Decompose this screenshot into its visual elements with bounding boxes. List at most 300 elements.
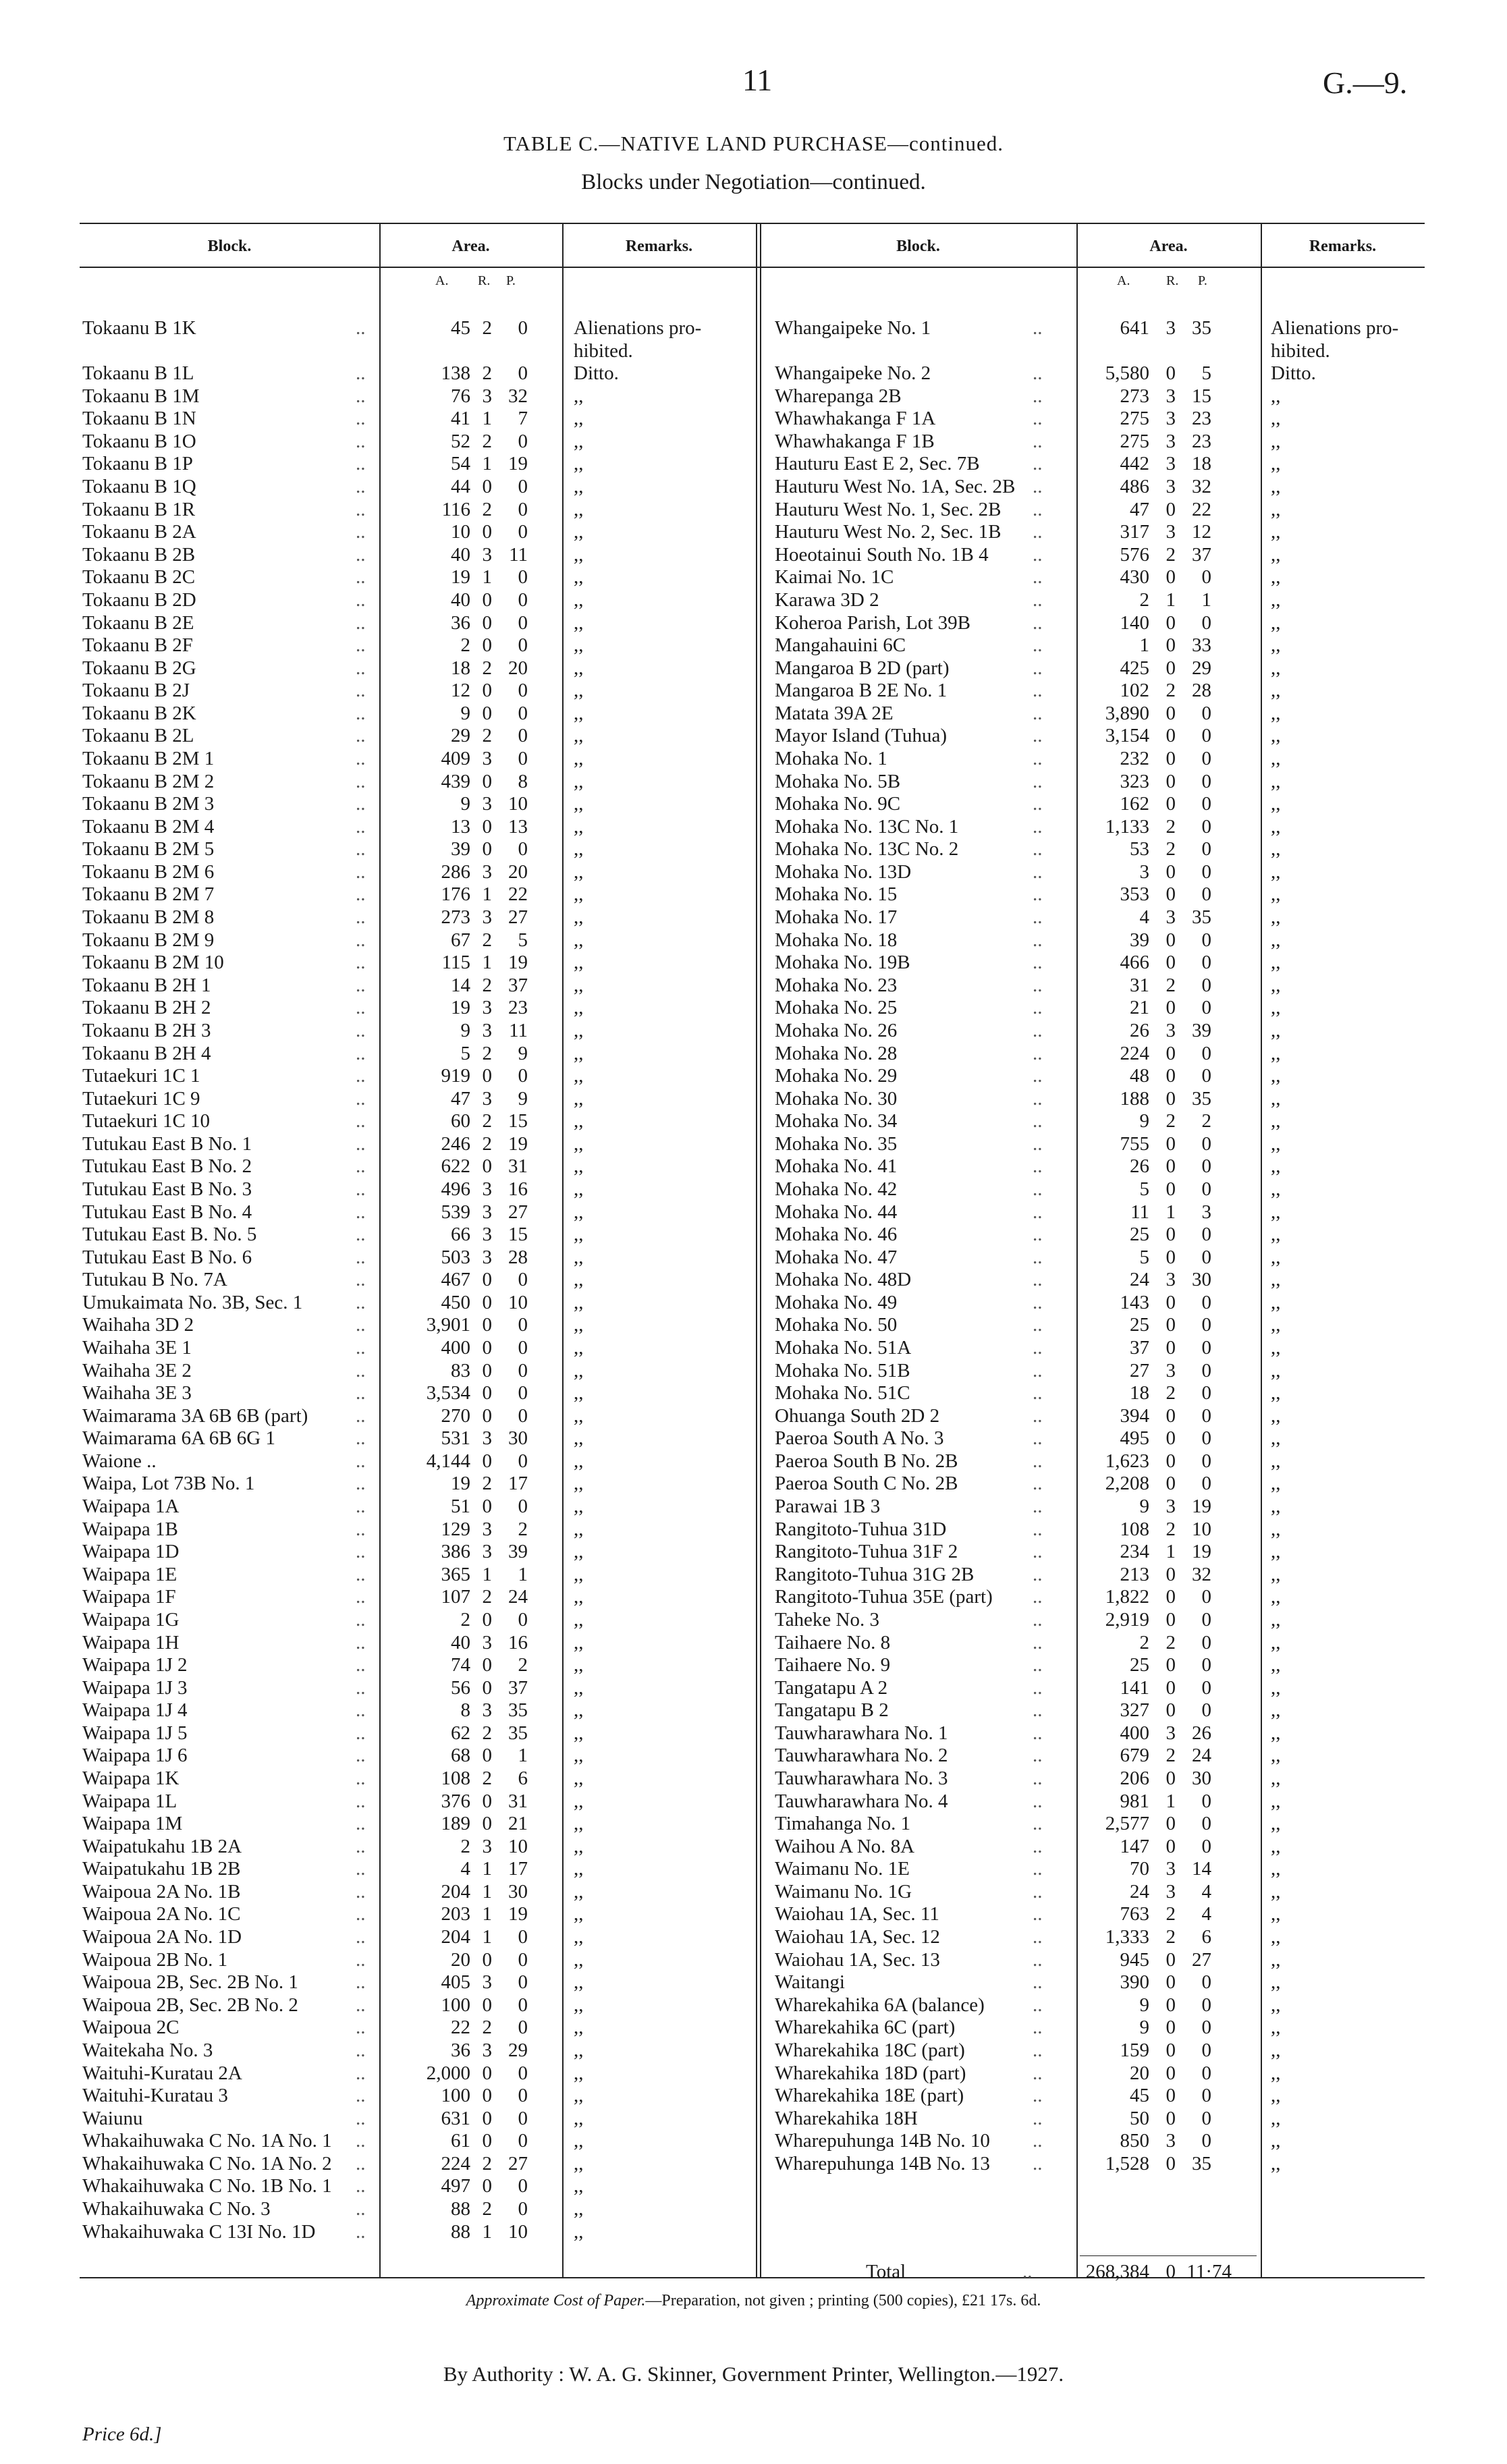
area-acres: 763 xyxy=(1120,1903,1149,1925)
area-perches: 23 xyxy=(1192,430,1211,452)
area-roods: 0 xyxy=(1166,1450,1176,1472)
area-roods: 0 xyxy=(1166,2017,1176,2039)
area-roods: 3 xyxy=(482,385,492,407)
block-name: Rangitoto-Tuhua 31F 2 xyxy=(775,1541,958,1563)
dot-leader: .. xyxy=(1033,1858,1043,1880)
block-name: Waipapa 1G xyxy=(82,1608,180,1631)
area-perches: 0 xyxy=(518,725,528,747)
remarks: ,, xyxy=(1271,476,1281,498)
block-name: Waipapa 1J 6 xyxy=(82,1745,188,1767)
remarks: ,, xyxy=(574,1790,584,1812)
area-acres: 25 xyxy=(1130,1314,1149,1336)
remarks: ,, xyxy=(1271,1790,1281,1812)
block-name: Mohaka No. 49 xyxy=(775,1291,898,1313)
remarks: Ditto. xyxy=(1271,362,1316,385)
block-name: Tauwharawhara No. 3 xyxy=(775,1768,948,1789)
area-perches: 1 xyxy=(518,1563,528,1585)
remarks: ,, xyxy=(574,1065,584,1087)
block-name: Waipapa 1J 5 xyxy=(82,1722,188,1744)
dot-leader: .. xyxy=(1033,1676,1043,1699)
dot-leader: .. xyxy=(1033,883,1043,906)
area-acres: 631 xyxy=(441,2107,470,2129)
area-acres: 108 xyxy=(441,1768,470,1789)
dot-leader: .. xyxy=(356,1087,366,1110)
area-acres: 25 xyxy=(1130,1224,1149,1246)
area-acres: 9 xyxy=(1139,1994,1149,2016)
remarks: ,, xyxy=(1271,997,1281,1019)
area-acres: 9 xyxy=(460,702,470,724)
dot-leader: .. xyxy=(356,1269,366,1291)
area-perches: 24 xyxy=(508,1586,528,1608)
area-roods: 0 xyxy=(1166,1246,1176,1268)
area-perches: 0 xyxy=(518,588,528,611)
block-name: Tokaanu B 2F xyxy=(82,634,193,657)
area-perches: 0 xyxy=(1201,1427,1211,1450)
area-perches: 0 xyxy=(518,680,528,702)
dot-leader: .. xyxy=(356,1291,366,1313)
area-perches: 0 xyxy=(1201,952,1211,974)
area-roods: 2 xyxy=(1166,680,1176,702)
area-acres: 497 xyxy=(441,2175,470,2197)
dot-leader: .. xyxy=(356,2130,366,2152)
remarks: ,, xyxy=(1271,1835,1281,1857)
area-acres: 755 xyxy=(1120,1132,1149,1155)
block-name: Waiohau 1A, Sec. 11 xyxy=(775,1903,939,1925)
block-name: Waipapa 1E xyxy=(82,1563,177,1585)
dot-leader: .. xyxy=(1033,1835,1043,1857)
dot-leader: .. xyxy=(1033,385,1043,407)
area-perches: 24 xyxy=(1192,1745,1211,1767)
area-acres: 4 xyxy=(1139,906,1149,929)
area-perches: 0 xyxy=(1201,770,1211,792)
block-name: Waipapa 1B xyxy=(82,1518,178,1540)
total-roods: 0 xyxy=(1166,2261,1176,2282)
area-roods: 0 xyxy=(482,1948,492,1971)
remarks: ,, xyxy=(1271,1042,1281,1064)
block-name: Tauwharawhara No. 1 xyxy=(775,1722,948,1744)
remarks: ,, xyxy=(574,1563,584,1585)
area-roods: 3 xyxy=(1166,1496,1176,1518)
remarks: ,, xyxy=(574,838,584,860)
document-code: G.—9. xyxy=(1323,65,1408,100)
remarks: ,, xyxy=(574,1926,584,1948)
dot-leader: .. xyxy=(1033,1065,1043,1087)
area-perches: 0 xyxy=(1201,1246,1211,1268)
area-acres: 18 xyxy=(451,657,470,679)
dot-leader: .. xyxy=(1033,362,1043,385)
area-perches: 6 xyxy=(1201,1926,1211,1948)
area-perches: 31 xyxy=(508,1155,528,1178)
unit-acres: A. xyxy=(435,273,449,288)
dot-leader: .. xyxy=(356,680,366,702)
block-name: Mangaroa B 2D (part) xyxy=(775,657,950,679)
remarks: ,, xyxy=(574,1722,584,1744)
area-acres: 66 xyxy=(451,1224,470,1246)
block-name: Waipapa 1F xyxy=(82,1586,176,1608)
area-acres: 409 xyxy=(441,747,470,769)
area-perches: 0 xyxy=(518,2062,528,2084)
area-perches: 0 xyxy=(1201,1382,1211,1404)
area-roods: 3 xyxy=(482,1699,492,1722)
area-perches: 0 xyxy=(518,838,528,860)
area-perches: 2 xyxy=(1201,1110,1211,1132)
area-acres: 442 xyxy=(1120,453,1149,475)
area-roods: 3 xyxy=(1166,2130,1176,2152)
area-acres: 189 xyxy=(441,1813,470,1835)
remarks: ,, xyxy=(1271,498,1281,520)
dot-leader: .. xyxy=(356,1427,366,1450)
dot-leader: .. xyxy=(356,2220,366,2243)
dot-leader: .. xyxy=(1033,317,1043,339)
area-acres: 54 xyxy=(451,453,470,475)
dot-leader: .. xyxy=(356,1496,366,1518)
area-acres: 147 xyxy=(1120,1835,1149,1857)
area-acres: 44 xyxy=(451,476,470,498)
block-name: Waipapa 1A xyxy=(82,1496,180,1518)
remarks: ,, xyxy=(1271,611,1281,634)
area-acres: 430 xyxy=(1120,566,1149,588)
area-perches: 2 xyxy=(518,1518,528,1540)
dot-leader: .. xyxy=(1033,2085,1043,2107)
area-perches: 0 xyxy=(518,1314,528,1336)
area-roods: 0 xyxy=(1166,1473,1176,1495)
remarks: ,, xyxy=(574,1541,584,1563)
remarks: ,, xyxy=(1271,1722,1281,1744)
dot-leader: .. xyxy=(1033,952,1043,974)
dot-leader: .. xyxy=(356,1450,366,1472)
remarks: ,, xyxy=(574,860,584,883)
remarks: ,, xyxy=(574,1880,584,1902)
area-perches: 0 xyxy=(1201,1314,1211,1336)
area-perches: 35 xyxy=(1192,906,1211,929)
area-acres: 204 xyxy=(441,1880,470,1902)
area-perches: 19 xyxy=(508,1132,528,1155)
block-name: Waipapa 1D xyxy=(82,1541,180,1563)
area-roods: 2 xyxy=(1166,1903,1176,1925)
block-name: Koheroa Parish, Lot 39B xyxy=(775,611,970,634)
remarks: hibited. xyxy=(574,339,633,362)
dot-leader: .. xyxy=(356,1768,366,1789)
dot-leader: .. xyxy=(1033,1019,1043,1041)
remarks: ,, xyxy=(1271,1496,1281,1518)
remarks: ,, xyxy=(1271,1224,1281,1246)
dot-leader: .. xyxy=(356,1518,366,1540)
remarks: ,, xyxy=(574,1608,584,1631)
area-roods: 1 xyxy=(482,408,492,430)
area-perches: 0 xyxy=(1201,725,1211,747)
area-roods: 0 xyxy=(482,634,492,657)
dot-leader: .. xyxy=(1033,838,1043,860)
dot-leader: .. xyxy=(356,1042,366,1064)
block-name: Mohaka No. 51C xyxy=(775,1382,910,1404)
remarks: ,, xyxy=(1271,408,1281,430)
area-perches: 0 xyxy=(1201,1065,1211,1087)
area-roods: 0 xyxy=(482,1337,492,1359)
block-name: Paeroa South A No. 3 xyxy=(775,1427,944,1450)
area-roods: 1 xyxy=(482,453,492,475)
area-perches: 11 xyxy=(509,1019,528,1041)
dot-leader: .. xyxy=(356,317,366,339)
block-name: Tokaanu B 2E xyxy=(82,611,194,634)
area-acres: 88 xyxy=(451,2197,470,2220)
block-name: Timahanga No. 1 xyxy=(775,1813,911,1835)
area-roods: 0 xyxy=(482,1314,492,1336)
block-name: Tutukau B No. 7A xyxy=(82,1269,227,1291)
dot-leader: .. xyxy=(1033,1178,1043,1200)
dot-leader: .. xyxy=(356,1971,366,1994)
area-perches: 5 xyxy=(1201,362,1211,385)
block-name: Mohaka No. 5B xyxy=(775,770,901,792)
dot-leader: .. xyxy=(1033,1813,1043,1835)
block-name: Mohaka No. 23 xyxy=(775,974,898,996)
block-name: Whawhakanga F 1A xyxy=(775,408,936,430)
area-perches: 0 xyxy=(518,498,528,520)
area-acres: 100 xyxy=(441,2085,470,2107)
dot-leader: .. xyxy=(1033,408,1043,430)
area-acres: 353 xyxy=(1120,883,1149,906)
remarks: ,, xyxy=(1271,883,1281,906)
remarks: ,, xyxy=(1271,2130,1281,2152)
block-name: Tokaanu B 1K xyxy=(82,317,196,339)
area-roods: 0 xyxy=(1166,1087,1176,1110)
remarks: ,, xyxy=(574,1654,584,1676)
dot-leader: .. xyxy=(356,1790,366,1812)
area-perches: 0 xyxy=(1201,2130,1211,2152)
area-perches: 0 xyxy=(518,1926,528,1948)
dot-leader: .. xyxy=(1033,702,1043,724)
area-perches: 15 xyxy=(508,1224,528,1246)
area-acres: 2,000 xyxy=(426,2062,470,2084)
remarks: ,, xyxy=(1271,770,1281,792)
block-name: Mohaka No. 18 xyxy=(775,929,898,951)
area-perches: 0 xyxy=(1201,838,1211,860)
block-name: Waimarama 6A 6B 6G 1 xyxy=(82,1427,275,1450)
area-perches: 0 xyxy=(518,1994,528,2016)
dot-leader: .. xyxy=(356,2039,366,2061)
block-name: Tokaanu B 2M 2 xyxy=(82,770,215,792)
area-acres: 39 xyxy=(451,838,470,860)
area-roods: 2 xyxy=(482,929,492,951)
block-name: Taheke No. 3 xyxy=(775,1608,879,1631)
area-acres: 19 xyxy=(451,997,470,1019)
remarks: ,, xyxy=(574,1427,584,1450)
remarks: ,, xyxy=(574,1110,584,1132)
area-roods: 3 xyxy=(482,1835,492,1857)
area-roods: 3 xyxy=(1166,317,1176,339)
area-roods: 0 xyxy=(482,2062,492,2084)
header-top-rule xyxy=(80,223,1425,224)
block-name: Waihaha 3E 1 xyxy=(82,1337,192,1359)
area-perches: 0 xyxy=(1201,1631,1211,1653)
dot-leader: .. xyxy=(1033,1880,1043,1902)
dot-leader: .. xyxy=(1033,1518,1043,1540)
area-acres: 850 xyxy=(1120,2130,1149,2152)
area-acres: 116 xyxy=(441,498,470,520)
header-bottom-rule xyxy=(80,267,1425,268)
block-name: Tutukau East B No. 3 xyxy=(82,1178,252,1200)
area-roods: 1 xyxy=(482,1926,492,1948)
area-acres: 13 xyxy=(451,815,470,838)
dot-leader: .. xyxy=(356,1224,366,1246)
dot-leader: .. xyxy=(356,702,366,724)
block-name: Tokaanu B 1L xyxy=(82,362,194,385)
block-name: Waipoua 2A No. 1B xyxy=(82,1880,241,1902)
area-acres: 273 xyxy=(441,906,470,929)
area-acres: 138 xyxy=(441,362,470,385)
dot-leader: .. xyxy=(1033,1473,1043,1495)
area-perches: 0 xyxy=(518,1382,528,1404)
block-name: Tokaanu B 2H 4 xyxy=(82,1042,211,1064)
area-roods: 0 xyxy=(1166,566,1176,588)
area-roods: 0 xyxy=(1166,1042,1176,1064)
area-acres: 41 xyxy=(451,408,470,430)
area-roods: 0 xyxy=(1166,2152,1176,2174)
remarks: ,, xyxy=(574,476,584,498)
area-perches: 0 xyxy=(1201,1042,1211,1064)
area-perches: 1 xyxy=(1201,588,1211,611)
remarks: ,, xyxy=(1271,1473,1281,1495)
area-acres: 25 xyxy=(1130,1654,1149,1676)
area-acres: 9 xyxy=(460,1019,470,1041)
block-name: Tutaekuri 1C 9 xyxy=(82,1087,200,1110)
area-roods: 0 xyxy=(482,1291,492,1313)
dot-leader: .. xyxy=(1033,1586,1043,1608)
remarks: ,, xyxy=(1271,1631,1281,1653)
area-perches: 0 xyxy=(1201,1608,1211,1631)
remarks: ,, xyxy=(1271,860,1281,883)
area-acres: 679 xyxy=(1120,1745,1149,1767)
total-acres: 268,384 xyxy=(1085,2261,1149,2282)
area-perches: 0 xyxy=(518,2130,528,2152)
block-name: Tutukau East B No. 2 xyxy=(82,1155,252,1178)
area-roods: 0 xyxy=(482,1269,492,1291)
area-roods: 0 xyxy=(482,1654,492,1676)
remarks: ,, xyxy=(1271,725,1281,747)
dot-leader: .. xyxy=(1033,1745,1043,1767)
dot-leader: .. xyxy=(1033,2017,1043,2039)
remarks: ,, xyxy=(1271,2085,1281,2107)
block-name: Tokaanu B 2G xyxy=(82,657,196,679)
area-roods: 3 xyxy=(482,1631,492,1653)
area-acres: 327 xyxy=(1120,1699,1149,1722)
area-roods: 3 xyxy=(1166,385,1176,407)
block-name: Matata 39A 2E xyxy=(775,702,894,724)
remarks: ,, xyxy=(574,1404,584,1427)
block-name: Wharekahika 18H xyxy=(775,2107,918,2129)
block-name: Whakaihuwaka C No. 1A No. 2 xyxy=(82,2152,332,2174)
area-roods: 1 xyxy=(1166,588,1176,611)
remarks: ,, xyxy=(1271,906,1281,929)
remarks: ,, xyxy=(574,1518,584,1540)
dot-leader: .. xyxy=(356,1994,366,2016)
area-perches: 0 xyxy=(518,702,528,724)
area-perches: 31 xyxy=(508,1790,528,1812)
area-perches: 19 xyxy=(1192,1541,1211,1563)
area-acres: 83 xyxy=(451,1359,470,1381)
remarks: ,, xyxy=(574,1903,584,1925)
area-perches: 0 xyxy=(1201,1699,1211,1722)
area-acres: 9 xyxy=(460,793,470,815)
remarks: ,, xyxy=(574,1994,584,2016)
block-name: Waiohau 1A, Sec. 13 xyxy=(775,1948,940,1971)
dot-leader: .. xyxy=(356,906,366,929)
dot-leader: .. xyxy=(356,408,366,430)
column-header-area: Area. xyxy=(451,238,490,255)
area-roods: 0 xyxy=(1166,1404,1176,1427)
area-acres: 162 xyxy=(1120,793,1149,815)
block-name: Waipapa 1J 3 xyxy=(82,1676,188,1699)
area-roods: 0 xyxy=(1166,1835,1176,1857)
remarks: ,, xyxy=(574,543,584,566)
column-header-block: Block. xyxy=(896,238,940,255)
remarks: ,, xyxy=(1271,838,1281,860)
remarks: ,, xyxy=(574,2085,584,2107)
table-subtitle: Blocks under Negotiation—continued. xyxy=(581,170,926,194)
area-roods: 0 xyxy=(482,521,492,543)
area-roods: 3 xyxy=(482,1541,492,1563)
area-perches: 23 xyxy=(1192,408,1211,430)
area-roods: 0 xyxy=(1166,1132,1176,1155)
area-perches: 0 xyxy=(518,317,528,339)
area-acres: 622 xyxy=(441,1155,470,1178)
remarks: ,, xyxy=(574,634,584,657)
area-roods: 0 xyxy=(1166,1768,1176,1789)
dot-leader: .. xyxy=(1033,430,1043,452)
block-name: Mohaka No. 44 xyxy=(775,1201,898,1223)
block-name: Tokaanu B 1O xyxy=(82,430,196,452)
remarks: ,, xyxy=(1271,1994,1281,2016)
dot-leader: .. xyxy=(356,883,366,906)
area-acres: 386 xyxy=(441,1541,470,1563)
area-roods: 3 xyxy=(1166,476,1176,498)
dot-leader: .. xyxy=(1033,521,1043,543)
area-roods: 3 xyxy=(482,1201,492,1223)
remarks: ,, xyxy=(574,1858,584,1880)
dot-leader: .. xyxy=(356,1948,366,1971)
area-roods: 0 xyxy=(1166,1427,1176,1450)
area-perches: 5 xyxy=(518,929,528,951)
dot-leader: .. xyxy=(356,1903,366,1925)
area-acres: 61 xyxy=(451,2130,470,2152)
area-perches: 0 xyxy=(1201,1835,1211,1857)
area-acres: 2,208 xyxy=(1105,1473,1149,1495)
area-acres: 5 xyxy=(1139,1178,1149,1200)
block-name: Tokaanu B 2M 6 xyxy=(82,860,215,883)
dot-leader: .. xyxy=(1033,2062,1043,2084)
area-perches: 0 xyxy=(518,362,528,385)
block-name: Mohaka No. 1 xyxy=(775,747,887,769)
remarks: ,, xyxy=(574,430,584,452)
dot-leader: .. xyxy=(1033,2152,1043,2174)
area-perches: 0 xyxy=(1201,1790,1211,1812)
area-roods: 3 xyxy=(482,1971,492,1994)
area-acres: 270 xyxy=(441,1404,470,1427)
area-perches: 0 xyxy=(1201,2107,1211,2129)
block-name: Waihou A No. 8A xyxy=(775,1835,915,1857)
dot-leader: .. xyxy=(356,1926,366,1948)
area-perches: 0 xyxy=(518,1269,528,1291)
area-acres: 576 xyxy=(1120,543,1149,566)
remarks: ,, xyxy=(1271,1404,1281,1427)
area-acres: 24 xyxy=(1130,1269,1149,1291)
dot-leader: .. xyxy=(356,1699,366,1722)
area-acres: 981 xyxy=(1120,1790,1149,1812)
area-roods: 0 xyxy=(482,1790,492,1812)
remarks: ,, xyxy=(574,2152,584,2174)
area-acres: 919 xyxy=(441,1065,470,1087)
block-name: Mohaka No. 46 xyxy=(775,1224,898,1246)
area-roods: 0 xyxy=(1166,1948,1176,1971)
